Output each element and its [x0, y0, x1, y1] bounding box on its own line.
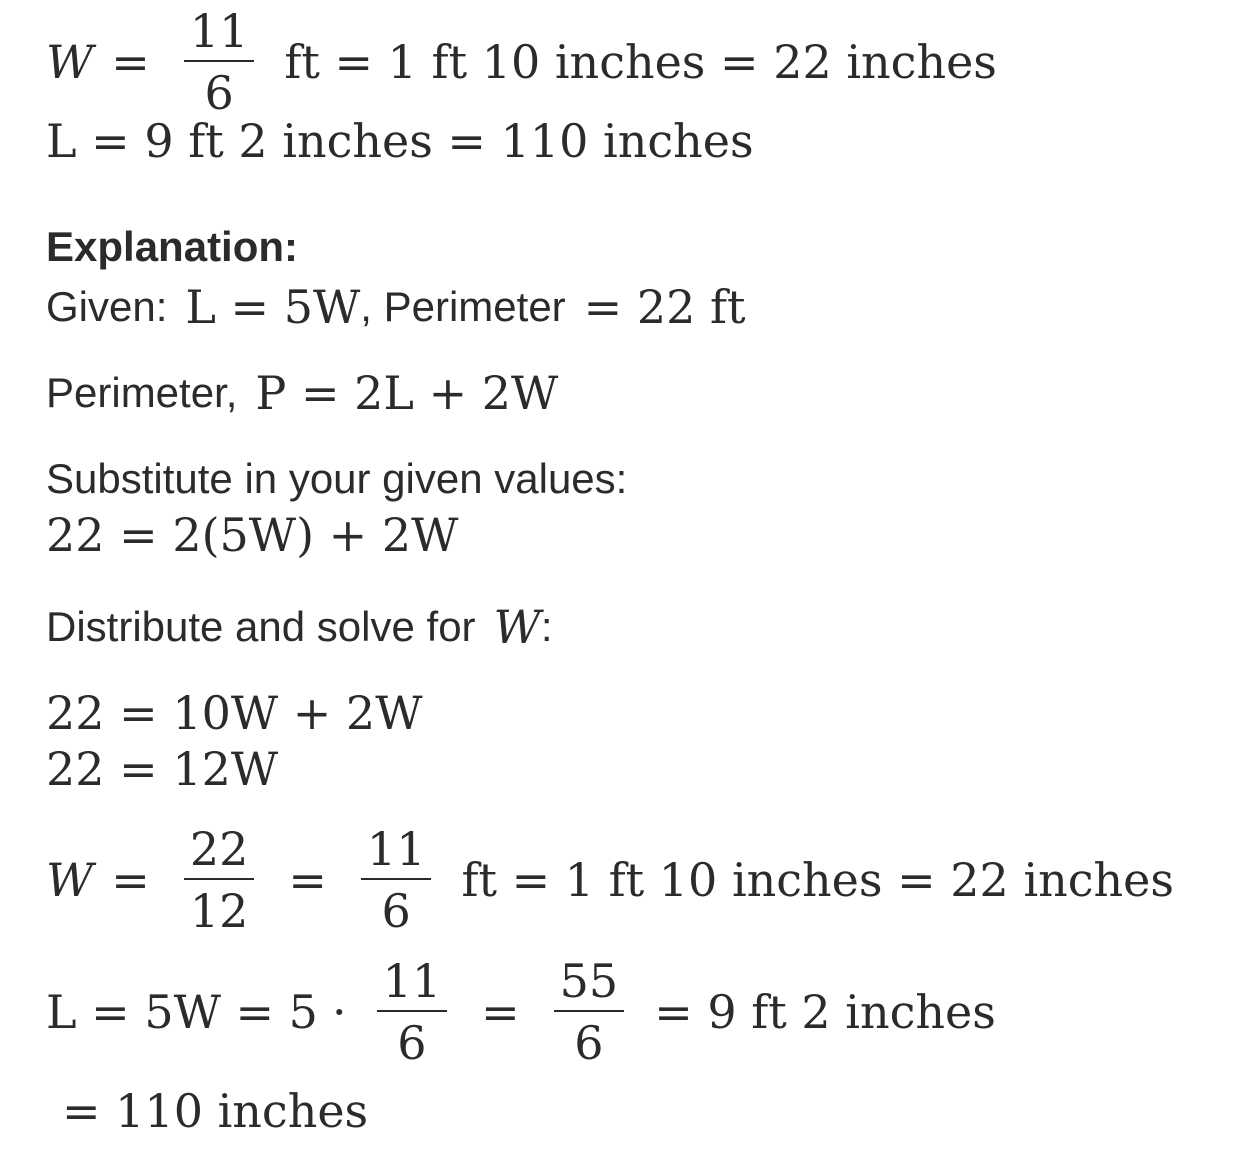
distribute-instruction: Distribute and solve for	[46, 603, 476, 650]
equals-sign: =	[111, 853, 150, 907]
fraction-11-6	[361, 822, 432, 938]
distribute-colon: :	[540, 603, 553, 650]
given-label: Given:	[46, 283, 168, 330]
fraction-11-6	[184, 4, 255, 120]
width-conversion: ft = 1 ft 10 inches = 22 inches	[284, 35, 997, 89]
width-result-line	[46, 822, 1174, 938]
denominator: 6	[204, 66, 234, 120]
step-equation-1: 22 = 10W + 2W	[46, 686, 423, 740]
denominator: 6	[397, 1016, 427, 1070]
equals-sign: =	[481, 985, 520, 1039]
length-conversion: L = 9 ft 2 inches = 110 inches	[46, 114, 754, 168]
answer-length-line	[46, 114, 754, 168]
denominator: 6	[381, 884, 411, 938]
given-line	[46, 280, 746, 334]
perimeter-formula-line	[46, 366, 559, 420]
substitute-instruction: Substitute in your given values:	[46, 455, 628, 502]
length-result-lhs: L = 5W = 5	[46, 985, 318, 1039]
fraction-22-12	[184, 822, 255, 938]
length-result-inches: = 110 inches	[62, 1084, 369, 1138]
numerator: 11	[382, 954, 442, 1008]
fraction-11-6	[377, 954, 448, 1070]
given-equation: L = 5W	[185, 280, 361, 334]
width-variable: W	[46, 35, 94, 89]
given-perimeter-label: , Perimeter	[360, 283, 566, 330]
denominator: 12	[189, 884, 249, 938]
substitute-equation: 22 = 2(5W) + 2W	[46, 508, 459, 562]
width-variable: W	[46, 853, 94, 907]
explanation-heading: Explanation:	[46, 223, 299, 270]
width-result-conversion: ft = 1 ft 10 inches = 22 inches	[461, 853, 1174, 907]
multiplication-dot: ·	[331, 985, 347, 1039]
length-result-conversion: = 9 ft 2 inches	[654, 985, 996, 1039]
length-result-line	[46, 954, 996, 1070]
perimeter-formula: P = 2L + 2W	[255, 366, 559, 420]
equals-sign: =	[111, 35, 150, 89]
numerator: 11	[366, 822, 426, 876]
fraction-55-6	[554, 954, 625, 1070]
numerator: 22	[189, 822, 249, 876]
denominator: 6	[574, 1016, 604, 1070]
distribute-variable: W	[493, 600, 541, 654]
perimeter-label: Perimeter,	[46, 369, 238, 416]
numerator: 11	[189, 4, 249, 58]
distribute-instruction-line	[46, 600, 553, 654]
step-equation-2: 22 = 12W	[46, 742, 279, 796]
given-perimeter-value: = 22 ft	[583, 280, 746, 334]
numerator: 55	[559, 954, 619, 1008]
answer-width-line	[46, 4, 997, 120]
equals-sign: =	[288, 853, 327, 907]
